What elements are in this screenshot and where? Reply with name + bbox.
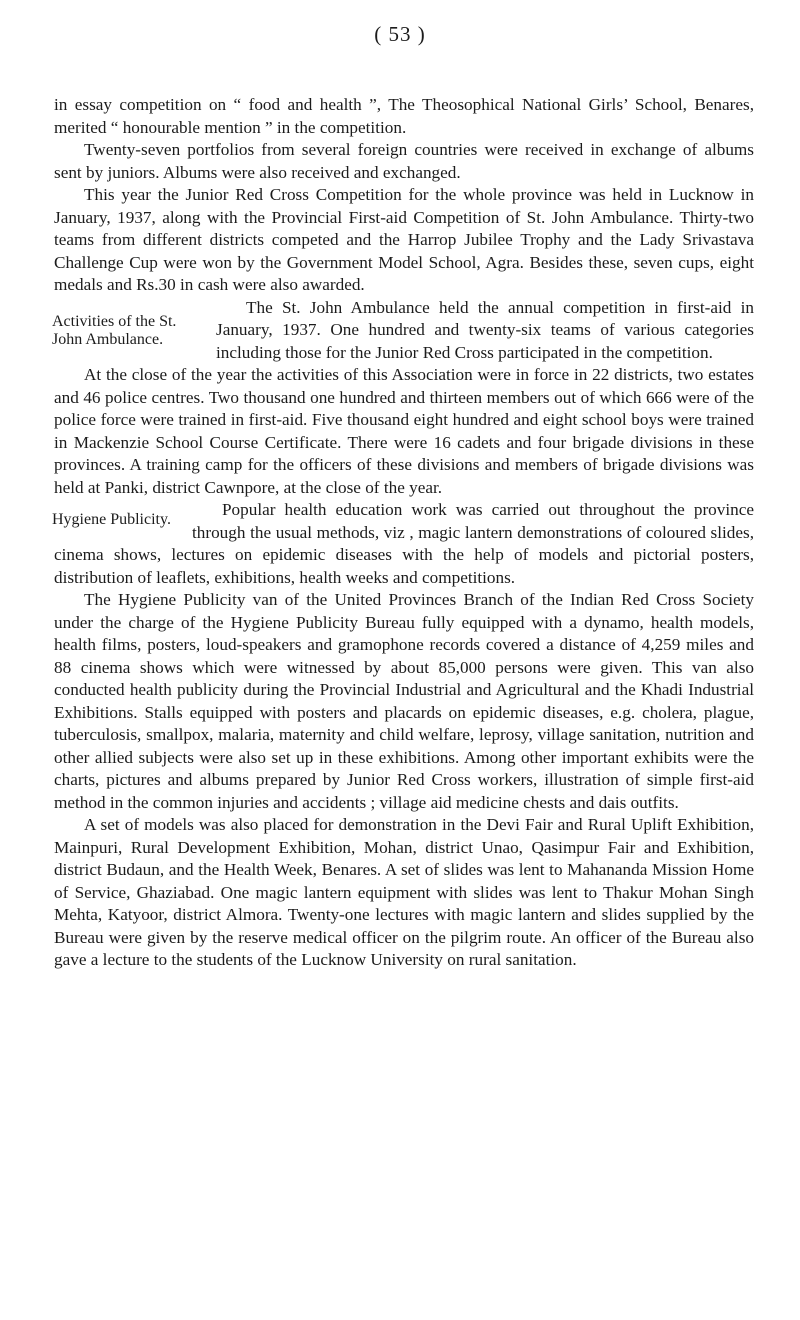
paragraph-models-and-lectures: A set of models was also placed for demonstration in the Devi Fair and Rural Uplift Exhibition, Mainpuri, Rural Development Exhibition, Mohan, district Unao, Qasimpur Fair and Exhibition, district Budaun, and the Health Week, Benares. A set of slides was lent to Mahananda Mission Home of Service, Ghaziabad. One magic lantern equipment with slides was lent to Thakur Mohan Singh Mehta, Katyoor, district Almora. Twenty-one lectures with magic lantern and slides supplied by the Bureau were given by the reserve medical officer on the pilgrim route. An officer of the Bureau also gave a lecture to the students of the Lucknow University on rural sanitation. [54,815,754,969]
paragraph-st-john-ambulance: The St. John Ambulance held the annual competition in first-aid in January, 1937. One hundred and twenty-six teams of various categories including those for the Junior Red Cross participated in the competition. [216,297,754,362]
paragraph-hygiene-publicity-van: The Hygiene Publicity van of the United Provinces Branch of the Indian Red Cross Society under the charge of the Hygiene Publicity Bureau fully equipped with a dynamo, health models, health films, posters, loud-speakers and gramophone records covered a distance of 4,259 miles and 88 cinema shows which were witnessed by about 85,000 persons were given. This van also conducted health publicity during the Provincial Industrial and Agricultural and the Khadi Industrial Exhibitions. Stalls equipped with posters and placards on epidemic diseases, e.g. cholera, plague, tuberculosis, smallpox, malaria, maternity and child welfare, leprosy, village sanitation, nutrition and other allied subjects were also set up in these exhibitions. Among other important exhibits were the charts, pictures and albums prepared by Junior Red Cross workers, illustration of simple first-aid method in the common injuries and accidents ; village aid medicine chests and dais outfits. [54,590,754,812]
paragraph-essay-competition: in essay competition on “ food and health ”, The Theosophical National Girls’ School, Benares, merited “ honourable mention ” in the competition. [54,95,754,137]
sidenote-hygiene-publicity: Hygiene Publicity. [52,511,171,528]
paragraph-association-activities: At the close of the year the activities of this Association were in force in 22 districts, two estates and 46 police centres. Two thousand one hundred and thirteen members out of which 666 were of the police force were trained in first-aid. Five thousand eight hundred and eight school boys were trained in Mackenzie School Course Certificate. There were 16 cadets and four brigade divisions in these provinces. A training camp for the officers of these divisions and members of brigade divisions was held at Panki, district Cawnpore, at the close of the year. [54,365,754,497]
paragraph-popular-health-education: Popular health education work was carried out throughout the province through the usual methods, viz , magic lantern demonstrations of coloured slides, cinema shows, lectures on epidemic diseases with the help of models and pictorial posters, distribution of leaflets, exhibitions, health weeks and competitions. [54,500,754,587]
sidenote-st-john-ambulance: Activities of the St. John Ambulance. [52,312,177,348]
page-number: ( 53 ) [374,22,426,46]
body-text [54,94,754,972]
paragraph-junior-red-cross-competition: This year the Junior Red Cross Competition for the whole province was held in Lucknow in January, 1937, along with the Provincial First-aid Competition of St. John Ambulance. Thirty-two teams from different districts competed and the Harrop Jubilee Trophy and the Lady Srivastava Challenge Cup were won by the Government Model School, Agra. Besides these, seven cups, eight medals and Rs.30 in cash were also awarded. [54,185,754,294]
paragraph-portfolios: Twenty-seven portfolios from several foreign countries were received in exchange of albums sent by juniors. Albums were also received and exchanged. [54,140,754,182]
